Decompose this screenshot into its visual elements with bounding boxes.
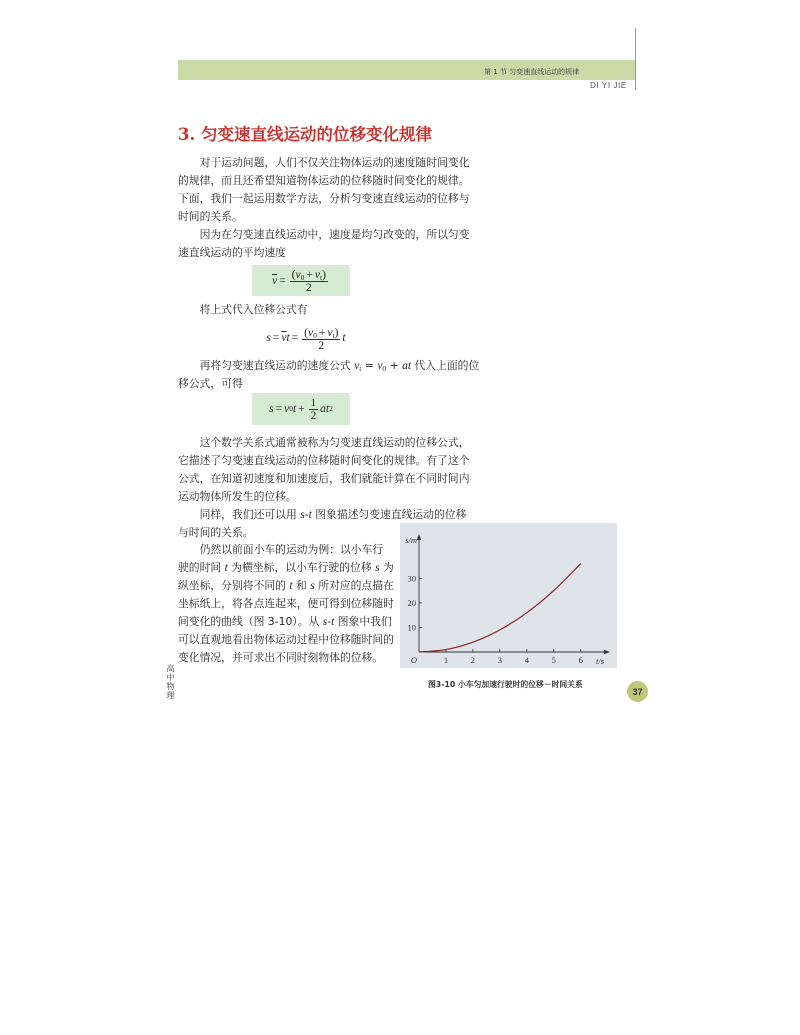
text-segment: 下面，我们一起运用数学方法，分析匀变速直线运动的位移与 [178,192,470,205]
text-line [178,226,470,244]
x-tick-label: 5 [551,655,556,665]
fraction-denominator: 2 [305,282,312,294]
fraction-numerator [302,325,340,340]
x-tick-label: 4 [524,655,529,665]
subscript: 0 [300,273,305,282]
text-segment: 坐标纸上，将各点连起来，便可得到位移随时 [178,597,394,610]
math-variable: t [224,562,228,574]
paragraph-substitute [178,301,308,319]
text-segment: 为横坐标，以小车行驶的位移 [227,561,376,574]
text-line [178,190,470,208]
plus-sign: + [298,403,305,415]
fraction-numerator: 1 [310,396,317,409]
text-line [178,154,470,172]
subscript: t [319,273,323,282]
text-segment: + [386,359,403,372]
displacement-symbol: s [269,403,274,415]
math-variable: at [402,360,412,372]
text-line [178,434,470,452]
text-segment: 运动物体所发生的位移。 [178,490,297,503]
initial-velocity-symbol: v [284,403,290,415]
text-line [178,208,470,226]
paragraph-velocity-formula [178,357,479,393]
subscript: t [359,364,362,373]
text-line [178,506,466,524]
x-axis-arrow [604,650,610,654]
initial-velocity-symbol: v [308,326,314,339]
math-variable: t [289,580,293,592]
subscript: t [332,330,335,340]
text-segment: 间变化的曲线（图 3-10）。从 [178,615,323,628]
close-paren: ) [334,326,339,339]
text-segment: 再将匀变速直线运动的速度公式 [199,359,355,372]
math-variable: s [300,509,305,521]
page-title: 3. 匀变速直线运动的位移变化规律 [178,125,432,144]
paragraph-displacement-formula [178,434,470,506]
final-velocity-symbol: v [327,326,333,339]
text-segment: 速直线运动的平均速度 [178,246,286,259]
text-line [178,357,479,375]
subscript: 0 [382,364,387,373]
fraction [290,267,328,294]
text-line [178,488,470,506]
acceleration-symbol: a [320,403,326,415]
math-variable: s [375,562,380,574]
text-segment: = [361,359,378,372]
text-segment: 仍然以前面小车的运动为例：以小车行 [199,543,384,556]
x-tick-label: 1 [443,655,449,665]
y-tick-label: 20 [407,597,416,608]
origin-label: O [410,655,418,665]
open-paren: ( [291,269,296,281]
paragraph-st-graph [178,506,466,542]
average-velocity-symbol: $\overline{v}$ [281,332,287,344]
x-tick-label: 3 [497,655,502,665]
time-symbol: t [342,332,346,344]
text-line [178,649,394,667]
section-pinyin: DI YI JIE [590,81,627,90]
time-symbol: t [292,403,297,415]
text-segment: 所对应的点描在 [314,579,394,592]
math-variable: v [377,360,383,372]
text-segment: - [304,508,309,521]
page-number: 37 [632,686,643,697]
text-segment: 的规律，而且还希望知道物体运动的位移随时间变化的规律。 [178,174,470,187]
text-line [178,172,470,190]
math-variable: s [322,616,328,628]
text-line [178,541,394,559]
time-symbol: t [325,403,330,415]
math-variable: t [308,509,312,521]
paragraph-intro [178,154,470,226]
x-axis-label: t/s [595,656,605,666]
x-tick-label: 6 [578,655,583,665]
text-segment: 和 [292,579,311,592]
header-divider [635,28,636,90]
average-velocity-symbol: $\overline{v}$ [272,274,278,287]
math-variable: t [331,616,335,628]
equals-sign: = [279,274,286,287]
text-segment: - [327,615,332,628]
text-segment: 对于运动问题，人们不仅关注物体运动的速度随时间变化 [199,156,470,169]
displacement-time-graph [400,523,617,668]
text-line [178,301,308,319]
subscript: 0 [313,330,317,340]
text-line [178,631,394,649]
text-segment: 与时间的关系。 [178,526,254,539]
text-segment: 变化情况，并可求出不同时刻物体的位移。 [178,651,384,664]
text-line [178,244,470,262]
equals-sign: = [291,332,299,344]
text-segment: 这个数学关系式通常被称为匀变速直线运动的位移公式， [199,436,470,449]
side-label: 高中物理 [166,664,175,700]
text-segment: 为 [379,561,394,574]
formula-displacement: s = v 0 t + $\frac{1}{2}$ a t 2 [252,393,350,425]
figure-caption: 图3-10 小车匀加速行驶时的位移－时间关系 [428,680,583,689]
paragraph-car-example [178,541,394,667]
fraction [309,397,319,422]
text-line [178,577,394,595]
text-line [178,559,394,577]
y-tick-label: 30 [407,573,416,584]
text-segment: 纵坐标，分别将不同的 [178,579,290,592]
figure-3-10-chart [400,523,617,668]
y-tick-label: 10 [407,622,416,633]
text-line [178,613,394,631]
fraction-numerator [290,267,328,282]
formula-average-velocity [252,265,350,296]
text-segment: 因为在匀变速直线运动中，速度是均匀改变的，所以匀变 [199,228,470,241]
plus-sign: + [306,269,313,281]
text-line [178,524,466,542]
time-symbol: t [286,332,290,344]
equals-sign: = [275,403,283,415]
text-segment: 代入上面的位 [411,359,480,372]
text-segment: 驶的时间 [178,561,225,574]
text-line [178,470,470,488]
fraction-denominator: 2 [318,339,325,352]
text-segment: 同样，我们还可以用 [199,508,301,521]
text-line [178,595,394,613]
equals-sign: = [272,332,280,344]
fraction-denominator: 2 [310,409,317,422]
open-paren: ( [304,326,309,339]
initial-velocity-symbol: v [295,269,301,281]
text-segment: 它描述了匀变速直线运动的位移随时间变化的规律。有了这个 [178,454,470,467]
x-tick-label: 2 [470,655,476,665]
section-label: 第 1 节 匀变速直线运动的规律 [484,68,580,76]
text-segment: 图象中我们 [334,615,392,628]
y-axis-label: s/m [405,535,417,545]
fraction [302,325,340,352]
text-segment: 时间的关系。 [178,210,243,223]
close-paren: ) [322,269,326,281]
plus-sign: + [318,326,326,339]
formula-displacement-average [256,324,356,352]
final-velocity-symbol: v [314,269,320,281]
page-number-badge [627,681,648,702]
text-segment: 将上式代入位移公式有 [199,303,308,316]
text-line [178,452,470,470]
text-segment: 可以直观地看出物体运动过程中位移随时间的 [178,633,394,646]
text-line [178,375,479,393]
text-segment: 公式，在知道初速度和加速度后，我们就能计算在不同时间内 [178,472,470,485]
series-line [419,564,581,652]
displacement-symbol: s [266,332,271,344]
paragraph-average-velocity [178,226,470,262]
math-variable: v [354,360,360,372]
text-segment: 移公式，可得 [178,377,243,390]
text-segment: 图象描述匀变速直线运动的位移 [311,508,467,521]
math-variable: s [310,580,315,592]
